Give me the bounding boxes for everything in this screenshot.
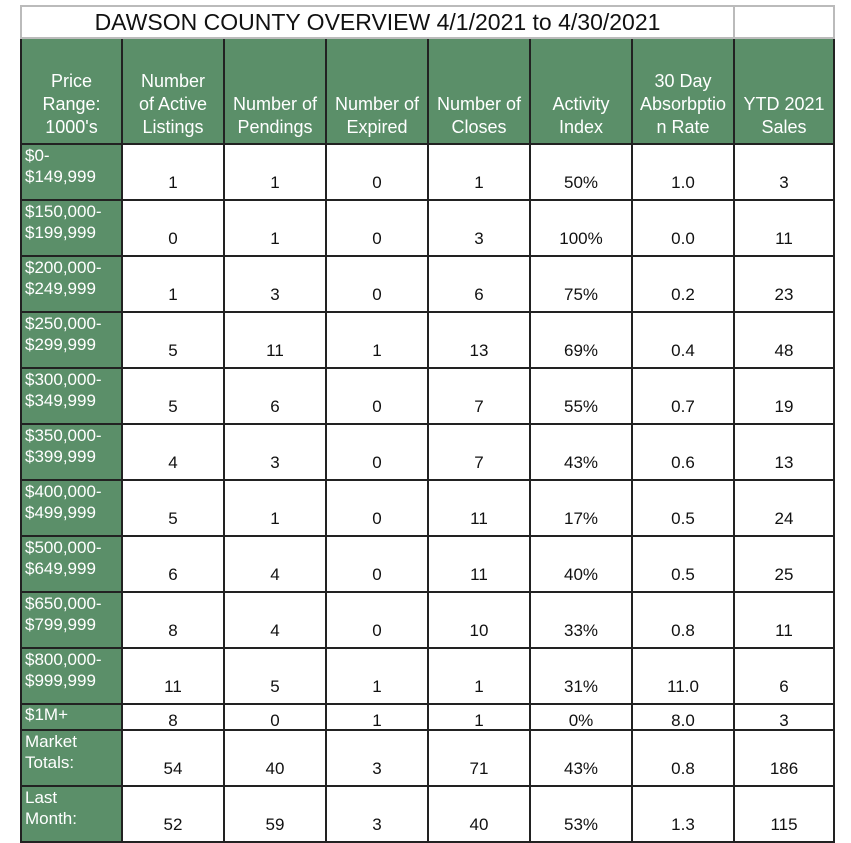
activity-index-cell: 50% [530,144,632,200]
activity-index-cell: 55% [530,368,632,424]
table-row [21,592,834,648]
expired-cell: 0 [326,256,428,312]
active-listings-cell: 1 [122,144,224,200]
ytd-sales-cell: 3 [734,144,834,200]
pendings-cell: 11 [224,312,326,368]
closes-cell: 1 [428,144,530,200]
active-listings-cell: 6 [122,536,224,592]
activity-index-cell: 53% [530,786,632,842]
table-title: DAWSON COUNTY OVERVIEW 4/1/2021 to 4/30/2021 [21,6,734,38]
table-row [21,312,834,368]
price-range-cell: $150,000- $199,999 [21,200,122,256]
active-listings-cell: 5 [122,480,224,536]
pendings-cell: 1 [224,200,326,256]
absorption-rate-cell: 0.4 [632,312,734,368]
active-listings-cell: 5 [122,312,224,368]
expired-cell: 3 [326,730,428,786]
table-row [21,368,834,424]
activity-index-cell: 31% [530,648,632,704]
expired-cell: 3 [326,786,428,842]
ytd-sales-cell: 48 [734,312,834,368]
active-listings-cell: 4 [122,424,224,480]
closes-cell: 11 [428,480,530,536]
absorption-rate-cell: 0.7 [632,368,734,424]
closes-cell: 7 [428,368,530,424]
ytd-sales-cell: 25 [734,536,834,592]
table-row [21,536,834,592]
table-row [21,256,834,312]
ytd-sales-cell: 11 [734,200,834,256]
absorption-rate-cell: 11.0 [632,648,734,704]
activity-index-cell: 33% [530,592,632,648]
table-row [21,480,834,536]
price-range-cell: $300,000- $349,999 [21,368,122,424]
activity-index-cell: 0% [530,704,632,730]
table-row [21,648,834,704]
expired-cell: 0 [326,480,428,536]
activity-index-cell: 43% [530,730,632,786]
ytd-sales-cell: 24 [734,480,834,536]
header-row [21,38,834,144]
activity-index-cell: 17% [530,480,632,536]
absorption-rate-cell: 0.8 [632,592,734,648]
active-listings-cell: 8 [122,592,224,648]
ytd-sales-cell: 3 [734,704,834,730]
pendings-cell: 1 [224,144,326,200]
absorption-rate-cell: 0.5 [632,480,734,536]
activity-index-cell: 40% [530,536,632,592]
header-closes: Number of Closes [428,38,530,144]
ytd-sales-cell: 11 [734,592,834,648]
expired-cell: 1 [326,704,428,730]
activity-index-cell: 75% [530,256,632,312]
pendings-cell: 5 [224,648,326,704]
pendings-cell: 6 [224,368,326,424]
active-listings-cell: 5 [122,368,224,424]
active-listings-cell: 11 [122,648,224,704]
table-row [21,730,834,786]
closes-cell: 7 [428,424,530,480]
activity-index-cell: 69% [530,312,632,368]
title-blank-cell [734,6,834,38]
pendings-cell: 4 [224,536,326,592]
ytd-sales-cell: 6 [734,648,834,704]
active-listings-cell: 0 [122,200,224,256]
active-listings-cell: 54 [122,730,224,786]
header-active-listings: Number of Active Listings [122,38,224,144]
absorption-rate-cell: 1.0 [632,144,734,200]
closes-cell: 11 [428,536,530,592]
price-range-cell: $500,000- $649,999 [21,536,122,592]
closes-cell: 1 [428,704,530,730]
closes-cell: 3 [428,200,530,256]
expired-cell: 0 [326,592,428,648]
absorption-rate-cell: 0.5 [632,536,734,592]
expired-cell: 0 [326,424,428,480]
closes-cell: 6 [428,256,530,312]
pendings-cell: 4 [224,592,326,648]
header-ytd-sales: YTD 2021 Sales [734,38,834,144]
closes-cell: 13 [428,312,530,368]
ytd-sales-cell: 115 [734,786,834,842]
header-absorption-rate: 30 Day Absorbptio n Rate [632,38,734,144]
price-range-cell: $400,000- $499,999 [21,480,122,536]
table-row [21,704,834,730]
ytd-sales-cell: 13 [734,424,834,480]
closes-cell: 40 [428,786,530,842]
header-expired: Number of Expired [326,38,428,144]
table-row [21,786,834,842]
ytd-sales-cell: 186 [734,730,834,786]
price-range-cell: Last Month: [21,786,122,842]
header-price-range: Price Range: 1000's [21,38,122,144]
price-range-cell: $200,000- $249,999 [21,256,122,312]
closes-cell: 71 [428,730,530,786]
header-pendings: Number of Pendings [224,38,326,144]
pendings-cell: 59 [224,786,326,842]
overview-document [20,5,833,843]
table-row [21,144,834,200]
absorption-rate-cell: 0.0 [632,200,734,256]
price-range-cell: $1M+ [21,704,122,730]
title-row [21,6,834,38]
pendings-cell: 3 [224,256,326,312]
closes-cell: 10 [428,592,530,648]
price-range-cell: Market Totals: [21,730,122,786]
expired-cell: 1 [326,312,428,368]
expired-cell: 1 [326,648,428,704]
absorption-rate-cell: 0.8 [632,730,734,786]
absorption-rate-cell: 1.3 [632,786,734,842]
active-listings-cell: 8 [122,704,224,730]
price-range-cell: $250,000- $299,999 [21,312,122,368]
absorption-rate-cell: 0.2 [632,256,734,312]
absorption-rate-cell: 8.0 [632,704,734,730]
table-row [21,200,834,256]
active-listings-cell: 1 [122,256,224,312]
pendings-cell: 1 [224,480,326,536]
pendings-cell: 40 [224,730,326,786]
price-range-cell: $800,000- $999,999 [21,648,122,704]
price-range-cell: $650,000- $799,999 [21,592,122,648]
header-activity-index: Activity Index [530,38,632,144]
activity-index-cell: 100% [530,200,632,256]
table-row [21,424,834,480]
expired-cell: 0 [326,536,428,592]
price-range-cell: $350,000- $399,999 [21,424,122,480]
pendings-cell: 3 [224,424,326,480]
price-range-cell: $0- $149,999 [21,144,122,200]
expired-cell: 0 [326,200,428,256]
absorption-rate-cell: 0.6 [632,424,734,480]
expired-cell: 0 [326,144,428,200]
expired-cell: 0 [326,368,428,424]
active-listings-cell: 52 [122,786,224,842]
ytd-sales-cell: 19 [734,368,834,424]
market-overview-table [20,5,835,843]
activity-index-cell: 43% [530,424,632,480]
pendings-cell: 0 [224,704,326,730]
ytd-sales-cell: 23 [734,256,834,312]
closes-cell: 1 [428,648,530,704]
